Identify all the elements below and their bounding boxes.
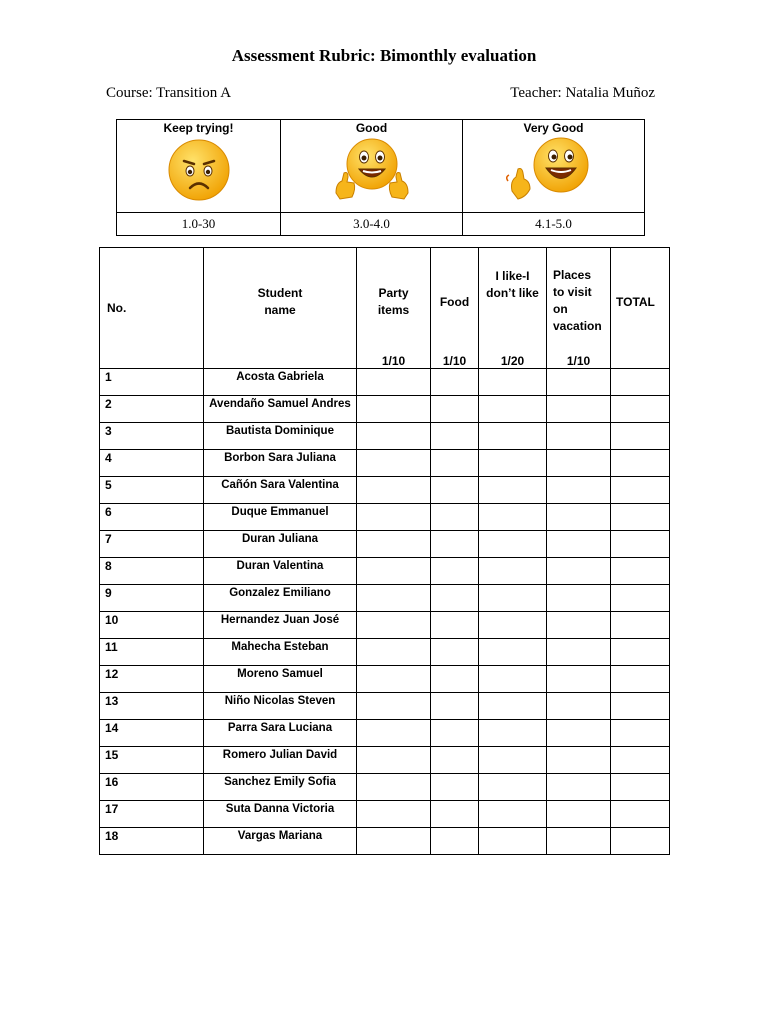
student-number: 11 (100, 639, 204, 666)
table-row (100, 585, 670, 612)
student-name: Parra Sara Luciana (204, 720, 357, 747)
points-label: 1/10 (566, 354, 591, 368)
student-name: Suta Danna Victoria (204, 801, 357, 828)
score-cell-total[interactable] (611, 585, 670, 612)
student-number: 17 (100, 801, 204, 828)
score-cell-food[interactable] (431, 639, 479, 666)
score-cell-total[interactable] (611, 693, 670, 720)
score-cell-party-items[interactable] (357, 450, 431, 477)
score-cell-like-dislike[interactable] (479, 612, 547, 639)
score-cell-like-dislike[interactable] (479, 477, 547, 504)
score-cell-party-items[interactable] (357, 720, 431, 747)
student-name: Borbon Sara Juliana (204, 450, 357, 477)
score-cell-party-items[interactable] (357, 369, 431, 396)
score-cell-total[interactable] (611, 747, 670, 774)
student-name: Romero Julian David (204, 747, 357, 774)
score-cell-like-dislike[interactable] (479, 720, 547, 747)
student-name: Gonzalez Emiliano (204, 585, 357, 612)
student-name: Cañón Sara Valentina (204, 477, 357, 504)
student-number: 18 (100, 828, 204, 855)
score-cell-food[interactable] (431, 558, 479, 585)
score-cell-food[interactable] (431, 720, 479, 747)
score-cell-total[interactable] (611, 450, 670, 477)
teacher-label: Teacher: Natalia Muñoz (510, 85, 655, 101)
score-cell-party-items[interactable] (357, 666, 431, 693)
score-cell-places-to-visit[interactable] (547, 369, 611, 396)
score-cell-places-to-visit[interactable] (547, 801, 611, 828)
student-number: 9 (100, 585, 204, 612)
document-title: Assessment Rubric: Bimonthly evaluation (231, 46, 537, 65)
table-row (100, 666, 670, 693)
score-cell-total[interactable] (611, 666, 670, 693)
score-cell-total[interactable] (611, 369, 670, 396)
score-cell-food[interactable] (431, 423, 479, 450)
score-cell-like-dislike[interactable] (479, 639, 547, 666)
score-cell-party-items[interactable] (357, 774, 431, 801)
student-number: 14 (100, 720, 204, 747)
score-cell-places-to-visit[interactable] (547, 774, 611, 801)
score-cell-total[interactable] (611, 423, 670, 450)
table-row (100, 531, 670, 558)
student-name: Avendaño Samuel Andres (204, 396, 357, 423)
scale-cell-good (281, 120, 463, 213)
score-cell-like-dislike[interactable] (479, 531, 547, 558)
student-name: Mahecha Esteban (204, 639, 357, 666)
points-label: 1/20 (500, 354, 525, 368)
course-label: Course: Transition A (106, 85, 232, 101)
grades-header-row (100, 248, 670, 369)
score-cell-food[interactable] (431, 504, 479, 531)
student-number: 13 (100, 693, 204, 720)
score-cell-total[interactable] (611, 828, 670, 855)
score-cell-total[interactable] (611, 558, 670, 585)
score-cell-food[interactable] (431, 396, 479, 423)
table-row (100, 639, 670, 666)
score-cell-like-dislike[interactable] (479, 423, 547, 450)
score-cell-food[interactable] (431, 477, 479, 504)
score-cell-food[interactable] (431, 450, 479, 477)
student-number: 15 (100, 747, 204, 774)
table-row (100, 396, 670, 423)
score-cell-party-items[interactable] (357, 396, 431, 423)
score-cell-like-dislike[interactable] (479, 693, 547, 720)
score-cell-places-to-visit[interactable] (547, 693, 611, 720)
col-header-like-dislike: I like-I don’t like 1/20 (479, 248, 547, 369)
table-row (100, 747, 670, 774)
score-cell-party-items[interactable] (357, 531, 431, 558)
student-number: 6 (100, 504, 204, 531)
points-label: 1/10 (381, 354, 406, 368)
score-cell-places-to-visit[interactable] (547, 396, 611, 423)
student-number: 3 (100, 423, 204, 450)
score-cell-food[interactable] (431, 828, 479, 855)
score-cell-party-items[interactable] (357, 558, 431, 585)
score-cell-party-items[interactable] (357, 477, 431, 504)
score-cell-total[interactable] (611, 720, 670, 747)
student-number: 5 (100, 477, 204, 504)
score-cell-places-to-visit[interactable] (547, 504, 611, 531)
score-cell-party-items[interactable] (357, 639, 431, 666)
score-cell-places-to-visit[interactable] (547, 828, 611, 855)
scale-label: Keep trying! (163, 121, 234, 135)
score-cell-food[interactable] (431, 531, 479, 558)
table-row (100, 774, 670, 801)
score-cell-total[interactable] (611, 801, 670, 828)
score-cell-party-items[interactable] (357, 585, 431, 612)
worried-face-icon (166, 137, 232, 203)
table-row (100, 693, 670, 720)
col-header-total: TOTAL (611, 248, 670, 369)
score-cell-party-items[interactable] (357, 693, 431, 720)
score-cell-places-to-visit[interactable] (547, 477, 611, 504)
student-number: 1 (100, 369, 204, 396)
student-name: Hernandez Juan José (204, 612, 357, 639)
points-label: 1/10 (442, 354, 467, 368)
score-cell-party-items[interactable] (357, 612, 431, 639)
score-cell-like-dislike[interactable] (479, 558, 547, 585)
score-cell-total[interactable] (611, 477, 670, 504)
score-cell-places-to-visit[interactable] (547, 531, 611, 558)
student-name: Vargas Mariana (204, 828, 357, 855)
scale-label: Very Good (523, 121, 584, 135)
student-number: 10 (100, 612, 204, 639)
table-row (100, 801, 670, 828)
score-cell-food[interactable] (431, 693, 479, 720)
score-cell-food[interactable] (431, 774, 479, 801)
score-cell-like-dislike[interactable] (479, 396, 547, 423)
score-cell-food[interactable] (431, 747, 479, 774)
score-cell-party-items[interactable] (357, 423, 431, 450)
table-row (100, 504, 670, 531)
table-row (100, 369, 670, 396)
score-cell-like-dislike[interactable] (479, 774, 547, 801)
student-name: Moreno Samuel (204, 666, 357, 693)
scale-label: Good (355, 121, 388, 135)
student-number: 8 (100, 558, 204, 585)
student-number: 7 (100, 531, 204, 558)
table-row (100, 720, 670, 747)
score-cell-places-to-visit[interactable] (547, 450, 611, 477)
score-cell-food[interactable] (431, 666, 479, 693)
scale-range: 4.1-5.0 (463, 213, 645, 236)
student-name: Acosta Gabriela (204, 369, 357, 396)
score-cell-places-to-visit[interactable] (547, 558, 611, 585)
score-cell-food[interactable] (431, 801, 479, 828)
score-cell-party-items[interactable] (357, 801, 431, 828)
score-cell-places-to-visit[interactable] (547, 612, 611, 639)
score-cell-places-to-visit[interactable] (547, 423, 611, 450)
score-cell-party-items[interactable] (357, 504, 431, 531)
col-header-party-items: Party items 1/10 (357, 248, 431, 369)
score-cell-like-dislike[interactable] (479, 585, 547, 612)
table-row (100, 450, 670, 477)
score-cell-places-to-visit[interactable] (547, 585, 611, 612)
student-name: Duque Emmanuel (204, 504, 357, 531)
student-name: Sanchez Emily Sofia (204, 774, 357, 801)
score-cell-total[interactable] (611, 774, 670, 801)
student-name: Duran Valentina (204, 558, 357, 585)
score-cell-total[interactable] (611, 531, 670, 558)
score-cell-like-dislike[interactable] (479, 801, 547, 828)
score-cell-party-items[interactable] (357, 747, 431, 774)
student-name: Duran Juliana (204, 531, 357, 558)
col-header-no: No. (100, 248, 204, 369)
score-cell-total[interactable] (611, 612, 670, 639)
student-number: 16 (100, 774, 204, 801)
table-row (100, 423, 670, 450)
scale-range: 1.0-30 (117, 213, 281, 236)
student-number: 2 (100, 396, 204, 423)
scale-cell-keep-trying (117, 120, 281, 213)
student-number: 12 (100, 666, 204, 693)
student-name: Bautista Dominique (204, 423, 357, 450)
student-number: 4 (100, 450, 204, 477)
laughing-smiley-icon (506, 137, 602, 203)
score-cell-total[interactable] (611, 504, 670, 531)
score-cell-party-items[interactable] (357, 828, 431, 855)
score-cell-food[interactable] (431, 612, 479, 639)
score-cell-like-dislike[interactable] (479, 450, 547, 477)
table-row (100, 477, 670, 504)
score-cell-places-to-visit[interactable] (547, 720, 611, 747)
score-cell-like-dislike[interactable] (479, 747, 547, 774)
score-cell-like-dislike[interactable] (479, 504, 547, 531)
score-cell-total[interactable] (611, 639, 670, 666)
col-header-student-name: Student name (204, 248, 357, 369)
score-cell-places-to-visit[interactable] (547, 747, 611, 774)
col-header-food: Food 1/10 (431, 248, 479, 369)
table-row (100, 828, 670, 855)
score-cell-like-dislike[interactable] (479, 828, 547, 855)
rating-scale-table (116, 119, 645, 236)
col-header-places-to-visit: Places to visit on vacation 1/10 (547, 248, 611, 369)
score-cell-food[interactable] (431, 585, 479, 612)
score-cell-like-dislike[interactable] (479, 369, 547, 396)
scale-cell-very-good (463, 120, 645, 213)
score-cell-places-to-visit[interactable] (547, 639, 611, 666)
score-cell-total[interactable] (611, 396, 670, 423)
score-cell-places-to-visit[interactable] (547, 666, 611, 693)
score-cell-like-dislike[interactable] (479, 666, 547, 693)
table-row (100, 558, 670, 585)
score-cell-food[interactable] (431, 369, 479, 396)
student-name: Niño Nicolas Steven (204, 693, 357, 720)
table-row (100, 612, 670, 639)
scale-range: 3.0-4.0 (281, 213, 463, 236)
grades-table (99, 247, 670, 855)
thumbs-up-smiley-icon (330, 137, 414, 203)
